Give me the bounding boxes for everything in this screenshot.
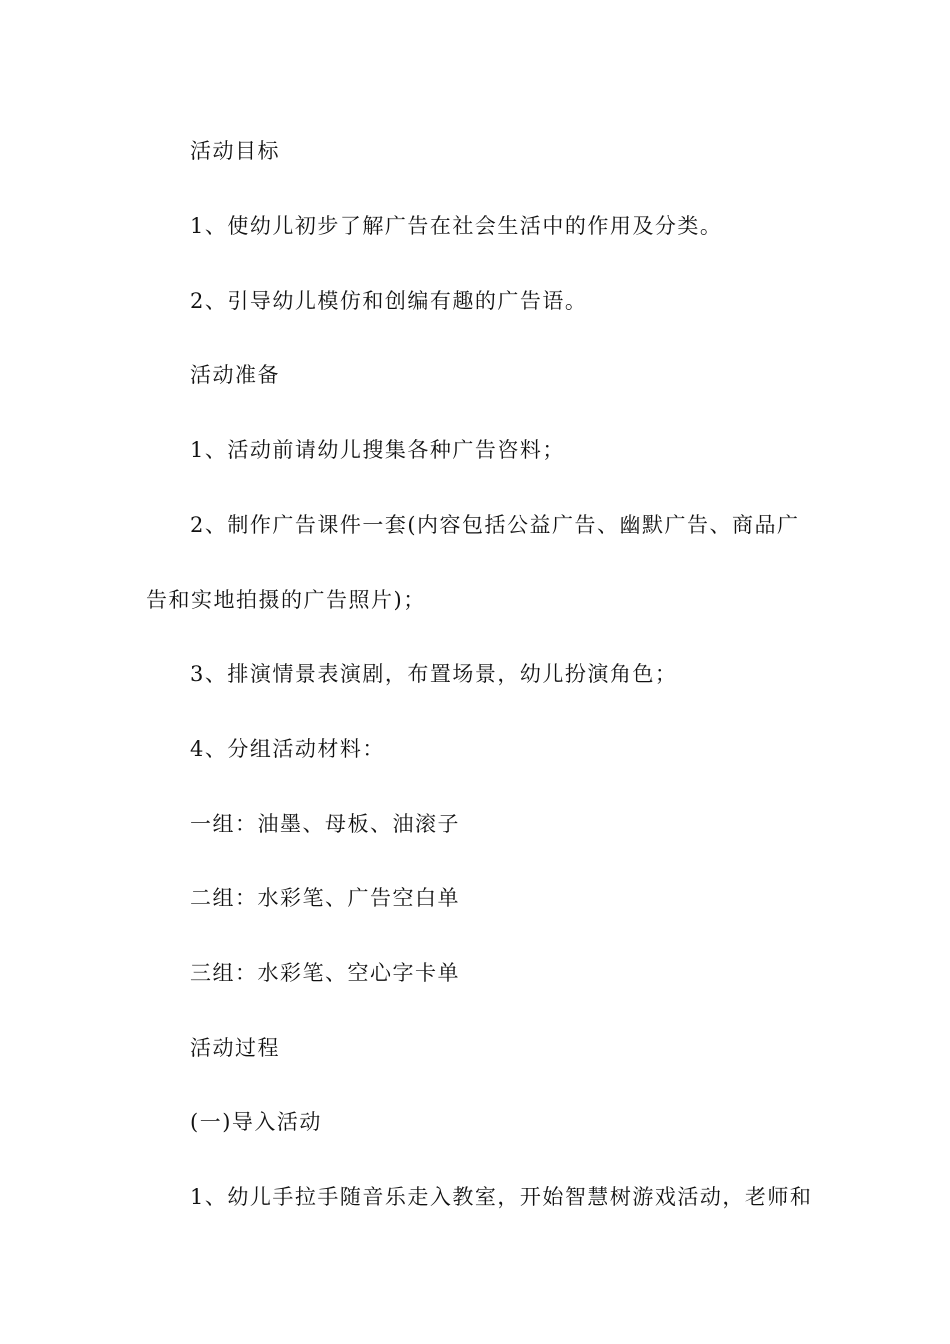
preparation-item-2-continued: 告和实地拍摄的广告照片)；	[146, 588, 426, 612]
goal-item-2: 2、引导幼儿模仿和创编有趣的广告语。	[190, 289, 588, 313]
process-section-1-title: (一)导入活动	[190, 1110, 322, 1134]
process-item-1: 1、幼儿手拉手随音乐走入教室，开始智慧树游戏活动，老师和	[190, 1185, 813, 1209]
group-materials-3: 三组：水彩笔、空心字卡单	[190, 961, 460, 985]
heading-activity-goals: 活动目标	[190, 139, 280, 163]
heading-activity-preparation: 活动准备	[190, 363, 280, 387]
group-materials-2: 二组：水彩笔、广告空白单	[190, 886, 460, 910]
preparation-item-3: 3、排演情景表演剧，布置场景，幼儿扮演角色；	[190, 662, 678, 686]
preparation-item-4: 4、分组活动材料：	[190, 737, 385, 761]
group-materials-1: 一组：油墨、母板、油滚子	[190, 812, 460, 836]
goal-item-1: 1、使幼儿初步了解广告在社会生活中的作用及分类。	[190, 214, 723, 238]
heading-activity-process: 活动过程	[190, 1036, 280, 1060]
preparation-item-2: 2、制作广告课件一套(内容包括公益广告、幽默广告、商品广	[190, 513, 800, 537]
preparation-item-1: 1、活动前请幼儿搜集各种广告咨料；	[190, 438, 565, 462]
